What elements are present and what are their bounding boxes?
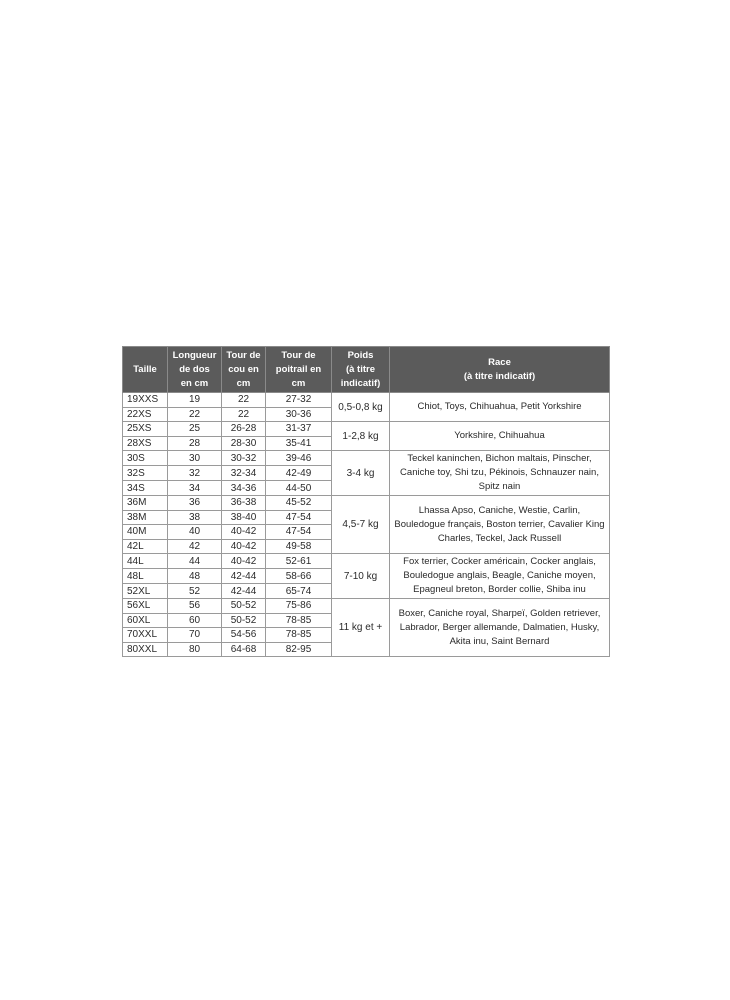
header-neck: Tour de cou en cm (222, 347, 266, 393)
back-length-cell: 19 (168, 393, 222, 408)
size-cell: 38M (123, 510, 168, 525)
weight-cell: 11 kg et + (332, 599, 390, 657)
size-cell: 36M (123, 496, 168, 511)
neck-cell: 54-56 (222, 628, 266, 643)
breed-cell: Lhassa Apso, Caniche, Westie, Carlin, Bouledogue français, Boston terrier, Cavalier King Charles, Teckel, Jack Russell (390, 496, 610, 554)
weight-cell: 1-2,8 kg (332, 422, 390, 451)
neck-cell: 38-40 (222, 510, 266, 525)
header-weight: Poids (à titre indicatif) (332, 347, 390, 393)
back-length-cell: 36 (168, 496, 222, 511)
back-length-cell: 52 (168, 584, 222, 599)
neck-cell: 32-34 (222, 466, 266, 481)
size-cell: 30S (123, 451, 168, 466)
table-row (123, 496, 610, 511)
neck-cell: 28-30 (222, 436, 266, 451)
header-breed: Race (à titre indicatif) (390, 347, 610, 393)
chest-cell: 45-52 (266, 496, 332, 511)
size-cell: 56XL (123, 599, 168, 614)
table-row (123, 422, 610, 437)
neck-cell: 42-44 (222, 569, 266, 584)
table-row (123, 451, 610, 466)
chest-cell: 27-32 (266, 393, 332, 408)
header-size: Taille (123, 347, 168, 393)
back-length-cell: 22 (168, 407, 222, 422)
table-row (123, 393, 610, 408)
back-length-cell: 48 (168, 569, 222, 584)
chest-cell: 82-95 (266, 642, 332, 657)
chest-cell: 78-85 (266, 628, 332, 643)
size-chart-table (122, 346, 610, 657)
size-cell: 40M (123, 525, 168, 540)
size-cell: 25XS (123, 422, 168, 437)
chest-cell: 35-41 (266, 436, 332, 451)
neck-cell: 26-28 (222, 422, 266, 437)
neck-cell: 40-42 (222, 539, 266, 554)
back-length-cell: 42 (168, 539, 222, 554)
header-back-length: Longueur de dos en cm (168, 347, 222, 393)
neck-cell: 22 (222, 407, 266, 422)
chest-cell: 75-86 (266, 599, 332, 614)
chest-cell: 44-50 (266, 481, 332, 496)
back-length-cell: 32 (168, 466, 222, 481)
back-length-cell: 28 (168, 436, 222, 451)
table-row (123, 599, 610, 614)
chest-cell: 58-66 (266, 569, 332, 584)
weight-cell: 0,5-0,8 kg (332, 393, 390, 422)
weight-cell: 4,5-7 kg (332, 496, 390, 554)
back-length-cell: 34 (168, 481, 222, 496)
table-body (123, 393, 610, 657)
size-cell: 42L (123, 539, 168, 554)
chest-cell: 47-54 (266, 510, 332, 525)
neck-cell: 36-38 (222, 496, 266, 511)
size-cell: 48L (123, 569, 168, 584)
size-cell: 19XXS (123, 393, 168, 408)
header-chest: Tour de poitrail en cm (266, 347, 332, 393)
breed-cell: Fox terrier, Cocker américain, Cocker anglais, Bouledogue anglais, Beagle, Caniche moyen, Epagneul breton, Border collie, Shiba inu (390, 554, 610, 599)
neck-cell: 22 (222, 393, 266, 408)
chest-cell: 52-61 (266, 554, 332, 569)
breed-cell: Yorkshire, Chihuahua (390, 422, 610, 451)
neck-cell: 42-44 (222, 584, 266, 599)
chest-cell: 42-49 (266, 466, 332, 481)
breed-cell: Boxer, Caniche royal, Sharpeï, Golden retriever, Labrador, Berger allemande, Dalmatien, Husky, Akita inu, Saint Bernard (390, 599, 610, 657)
size-cell: 28XS (123, 436, 168, 451)
back-length-cell: 38 (168, 510, 222, 525)
back-length-cell: 70 (168, 628, 222, 643)
chest-cell: 78-85 (266, 613, 332, 628)
weight-cell: 3-4 kg (332, 451, 390, 496)
back-length-cell: 60 (168, 613, 222, 628)
chest-cell: 65-74 (266, 584, 332, 599)
back-length-cell: 80 (168, 642, 222, 657)
neck-cell: 30-32 (222, 451, 266, 466)
back-length-cell: 56 (168, 599, 222, 614)
back-length-cell: 40 (168, 525, 222, 540)
size-cell: 32S (123, 466, 168, 481)
size-cell: 52XL (123, 584, 168, 599)
back-length-cell: 44 (168, 554, 222, 569)
size-cell: 60XL (123, 613, 168, 628)
chest-cell: 39-46 (266, 451, 332, 466)
breed-cell: Teckel kaninchen, Bichon maltais, Pinscher, Caniche toy, Shi tzu, Pékinois, Schnauzer nain, Spitz nain (390, 451, 610, 496)
neck-cell: 64-68 (222, 642, 266, 657)
chest-cell: 47-54 (266, 525, 332, 540)
size-cell: 70XXL (123, 628, 168, 643)
neck-cell: 50-52 (222, 613, 266, 628)
neck-cell: 40-42 (222, 525, 266, 540)
chest-cell: 30-36 (266, 407, 332, 422)
size-cell: 22XS (123, 407, 168, 422)
weight-cell: 7-10 kg (332, 554, 390, 599)
header-row (123, 347, 610, 393)
neck-cell: 40-42 (222, 554, 266, 569)
breed-cell: Chiot, Toys, Chihuahua, Petit Yorkshire (390, 393, 610, 422)
back-length-cell: 25 (168, 422, 222, 437)
size-cell: 80XXL (123, 642, 168, 657)
table-row (123, 554, 610, 569)
back-length-cell: 30 (168, 451, 222, 466)
chest-cell: 31-37 (266, 422, 332, 437)
neck-cell: 34-36 (222, 481, 266, 496)
size-cell: 34S (123, 481, 168, 496)
chest-cell: 49-58 (266, 539, 332, 554)
size-cell: 44L (123, 554, 168, 569)
neck-cell: 50-52 (222, 599, 266, 614)
